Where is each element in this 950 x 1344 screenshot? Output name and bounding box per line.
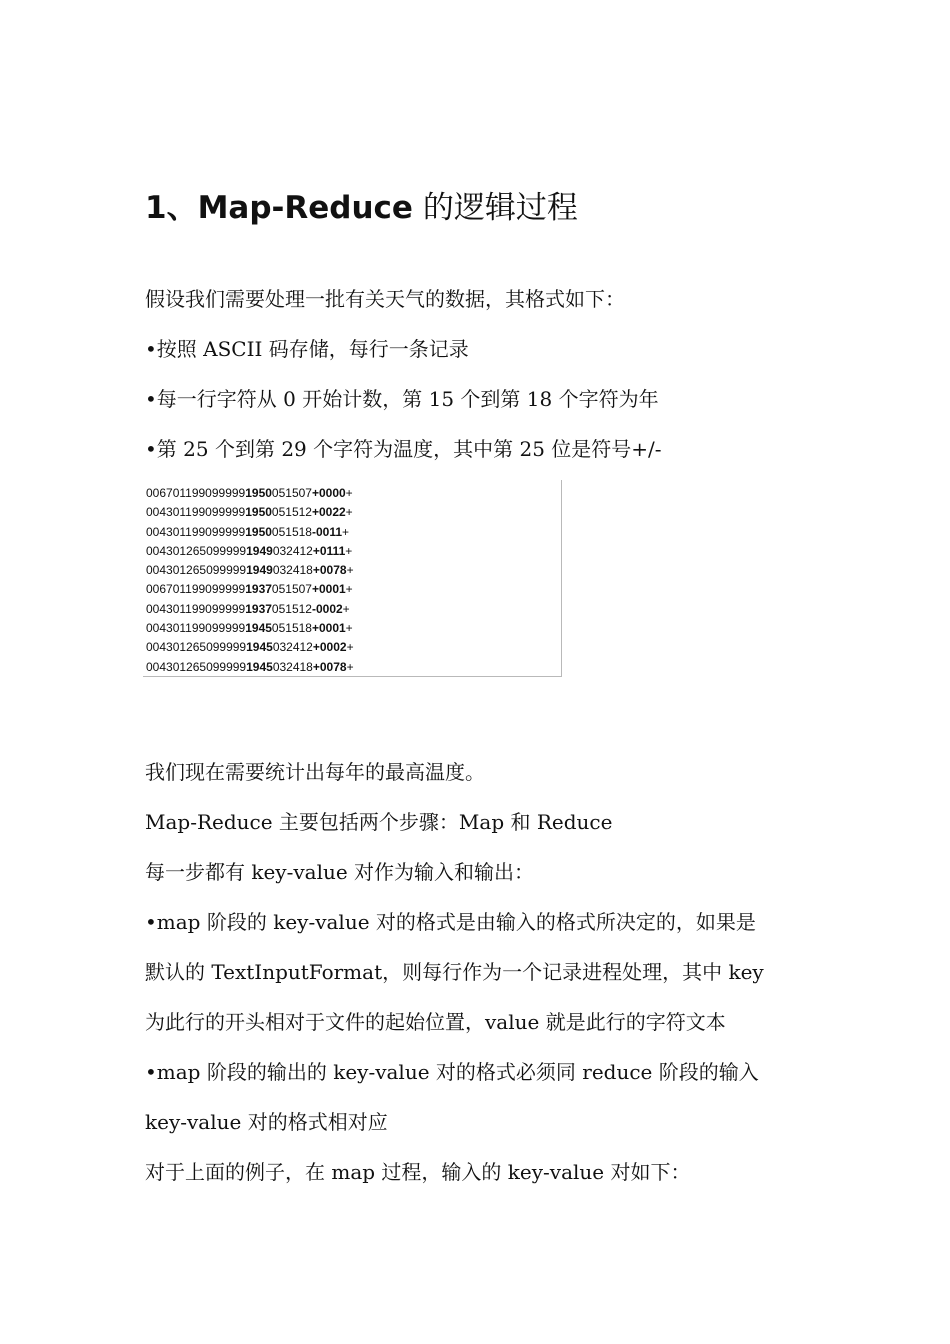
record-temperature: +0078 bbox=[312, 659, 347, 674]
record-line bbox=[143, 484, 561, 503]
paragraph-map-output-2: key-value 对的格式相对应 bbox=[145, 1110, 388, 1134]
paragraph-map-input-2: 默认的 TextInputFormat，则每行作为一个记录进程处理，其中 key bbox=[145, 960, 764, 984]
record-date: 032418 bbox=[272, 563, 313, 578]
record-station: 004301199099999 bbox=[146, 524, 246, 539]
record-station: 004301265099999 bbox=[146, 563, 247, 578]
record-line bbox=[143, 600, 561, 619]
record-year: 1950 bbox=[245, 486, 272, 500]
paragraph-map-input-3: 为此行的开头相对于文件的起始位置，value 就是此行的字符文本 bbox=[145, 1010, 726, 1034]
record-line bbox=[143, 542, 561, 561]
record-line bbox=[143, 523, 561, 542]
record-suffix: + bbox=[345, 486, 353, 500]
record-temperature: +0001 bbox=[311, 621, 346, 636]
record-date: 032412 bbox=[272, 543, 313, 558]
record-temperature: -0002 bbox=[311, 601, 343, 616]
record-year: 1949 bbox=[246, 543, 273, 558]
record-temperature: +0000 bbox=[311, 486, 346, 500]
record-suffix: + bbox=[346, 659, 354, 674]
heading-chinese: 的逻辑过程 bbox=[412, 190, 578, 226]
record-station: 004301199099999 bbox=[146, 505, 246, 520]
record-temperature: +0002 bbox=[312, 640, 347, 655]
record-year: 1937 bbox=[245, 582, 272, 597]
record-date: 032412 bbox=[272, 640, 313, 655]
record-station: 004301199099999 bbox=[146, 601, 246, 616]
record-date: 051507 bbox=[271, 486, 312, 500]
record-year: 1945 bbox=[246, 659, 273, 674]
record-temperature: +0022 bbox=[311, 505, 346, 520]
record-station: 006701199099999 bbox=[146, 582, 246, 597]
record-suffix: + bbox=[342, 601, 350, 616]
paragraph-example: 对于上面的例子，在 map 过程，输入的 key-value 对如下： bbox=[145, 1160, 691, 1184]
record-line bbox=[143, 503, 561, 522]
weather-records-figure bbox=[143, 480, 562, 677]
paragraph-map-input-1: •map 阶段的 key-value 对的格式是由输入的格式所决定的，如果是 bbox=[145, 910, 756, 934]
record-suffix: + bbox=[345, 582, 353, 597]
record-temperature: +0001 bbox=[311, 582, 346, 597]
record-suffix: + bbox=[346, 640, 354, 655]
record-suffix: + bbox=[345, 543, 353, 558]
record-station: 004301265099999 bbox=[146, 640, 247, 655]
record-year: 1937 bbox=[245, 601, 272, 616]
record-station: 004301265099999 bbox=[146, 543, 247, 558]
record-line bbox=[143, 561, 561, 580]
paragraph-key-value: 每一步都有 key-value 对作为输入和输出： bbox=[145, 860, 535, 884]
record-date: 051512 bbox=[271, 505, 312, 520]
heading-number: 1、 bbox=[145, 190, 198, 226]
record-line bbox=[143, 580, 561, 599]
record-date: 051518 bbox=[271, 524, 312, 539]
record-temperature: -0011 bbox=[311, 524, 342, 539]
record-line bbox=[143, 619, 561, 638]
record-suffix: + bbox=[342, 524, 350, 539]
record-suffix: + bbox=[345, 505, 353, 520]
record-year: 1950 bbox=[245, 505, 272, 520]
record-station: 004301265099999 bbox=[146, 659, 247, 674]
record-date: 051512 bbox=[271, 601, 312, 616]
record-year: 1949 bbox=[246, 563, 273, 578]
record-year: 1945 bbox=[245, 621, 272, 636]
format-bullet-temperature: •第 25 个到第 29 个字符为温度，其中第 25 位是符号+/- bbox=[145, 437, 662, 461]
record-year: 1945 bbox=[246, 640, 273, 655]
record-temperature: +0078 bbox=[312, 563, 347, 578]
record-year: 1950 bbox=[245, 524, 272, 539]
paragraph-steps: Map-Reduce 主要包括两个步骤：Map 和 Reduce bbox=[145, 810, 613, 834]
format-bullet-year: •每一行字符从 0 开始计数，第 15 个到第 18 个字符为年 bbox=[145, 387, 659, 411]
record-station: 004301199099999 bbox=[146, 621, 246, 636]
record-suffix: + bbox=[346, 563, 354, 578]
record-suffix: + bbox=[345, 621, 353, 636]
section-heading bbox=[145, 186, 578, 230]
record-line bbox=[143, 658, 561, 677]
paragraph-map-output-1: •map 阶段的输出的 key-value 对的格式必须同 reduce 阶段的输入 bbox=[145, 1060, 759, 1084]
record-temperature: +0111 bbox=[312, 543, 346, 558]
intro-paragraph: 假设我们需要处理一批有关天气的数据，其格式如下： bbox=[145, 287, 625, 311]
record-date: 051507 bbox=[271, 582, 312, 597]
format-bullet-ascii: •按照 ASCII 码存储，每行一条记录 bbox=[145, 337, 469, 361]
record-date: 032418 bbox=[272, 659, 313, 674]
record-date: 051518 bbox=[271, 621, 312, 636]
paragraph-goal: 我们现在需要统计出每年的最高温度。 bbox=[145, 760, 485, 784]
record-line bbox=[143, 638, 561, 657]
record-station: 006701199099999 bbox=[146, 486, 246, 500]
heading-latin: Map-Reduce bbox=[197, 190, 413, 226]
